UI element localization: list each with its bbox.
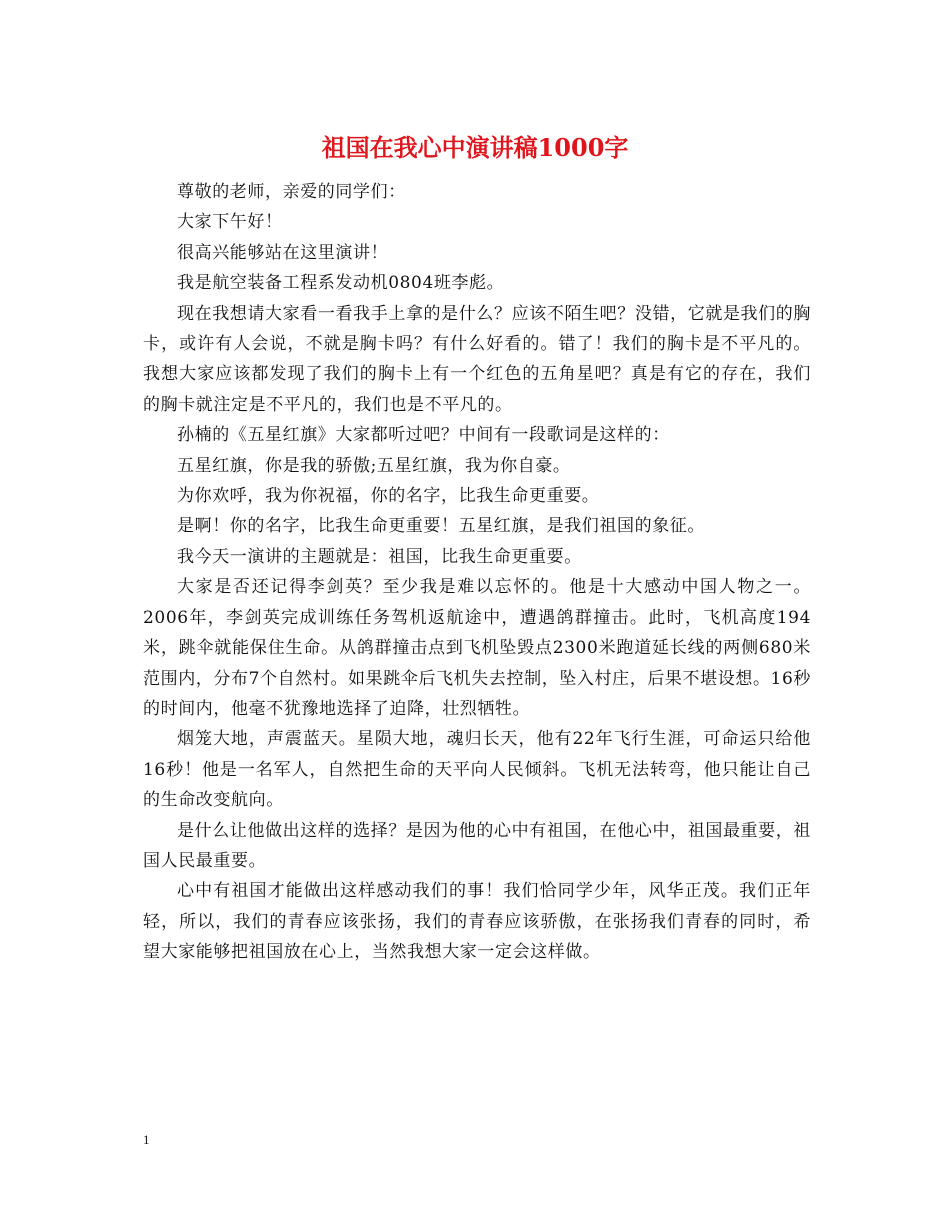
paragraph-song-intro: 孙楠的《五星红旗》大家都听过吧？中间有一段歌词是这样的： [177, 425, 670, 446]
paragraph-greeting: 尊敬的老师，亲爱的同学们： [177, 182, 406, 202]
paragraph-lyric-1: 五星红旗，你是我的骄傲;五星红旗，我为你自豪。 [177, 455, 571, 476]
paragraph-li-jianying: 大家是否还记得李剑英？至少我是难以忘怀的。他是十大感动中国人物之一。2006年，李剑英完成训练任务驾机返航途中，遭遇鸽群撞击。此时，飞机高度194米，跳伞就能保住生命。从鸽群撞击点到飞机坠毁点2300米跑道延长线的两侧680米范围内，分布7个自然村。如果跳伞后飞机失去控制，坠入村庄，后果不堪设想。16秒的时间内，他毫不犹豫地选择了迫降，壮烈牺牲。 [143, 577, 811, 719]
paragraph-flag-symbol: 是啊！你的名字，比我生命更重要！五星红旗，是我们祖国的象征。 [177, 516, 705, 537]
document-body [143, 177, 811, 968]
paragraph-sky: 烟笼大地，声震蓝天。星陨大地，魂归长天，他有22年飞行生涯，可命运只给他16秒！他是一名军人，自然把生命的天平向人民倾斜。飞机无法转弯，他只能让自己的生命改变航向。 [143, 729, 811, 811]
page-number: 1 [143, 1132, 150, 1147]
paragraph-choice: 是什么让他做出这样的选择？是因为他的心中有祖国，在他心中，祖国最重要，祖国人民最重要。 [143, 820, 811, 871]
paragraph-youth: 心中有祖国才能做出这样感动我们的事！我们恰同学少年，风华正茂。我们正年轻，所以，我们的青春应该张扬，我们的青春应该骄傲，在张扬我们青春的同时，希望大家能够把祖国放在心上，当然我想大家一定会这样做。 [143, 881, 811, 963]
paragraph-good-afternoon: 大家下午好！ [177, 212, 283, 233]
paragraph-happy-to-speak: 很高兴能够站在这里演讲！ [177, 242, 389, 263]
paragraph-theme: 我今天一演讲的主题就是：祖国，比我生命更重要。 [177, 546, 582, 567]
paragraph-badge: 现在我想请大家看一看我手上拿的是什么？应该不陌生吧？没错，它就是我们的胸卡，或许有人会说，不就是胸卡吗？有什么好看的。错了！我们的胸卡是不平凡的。我想大家应该都发现了我们的胸卡上有一个红色的五角星吧？真是有它的存在，我们的胸卡就注定是不平凡的，我们也是不平凡的。 [143, 303, 811, 415]
document-title: 祖国在我心中演讲稿1000字 [321, 133, 629, 162]
paragraph-lyric-2: 为你欢呼，我为你祝福，你的名字，比我生命更重要。 [177, 486, 600, 507]
paragraph-self-introduction: 我是航空装备工程系发动机0804班李彪。 [177, 273, 505, 294]
